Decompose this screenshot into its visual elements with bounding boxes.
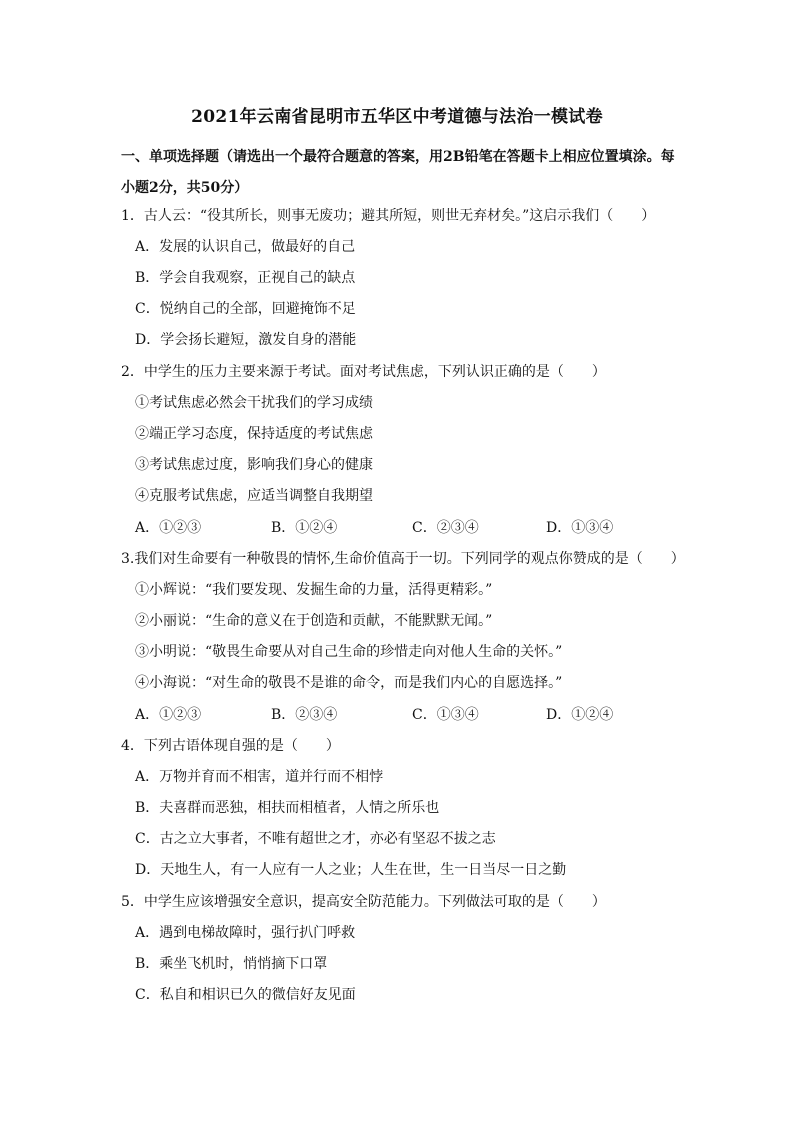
question-1-stem: 1．古人云：“役其所长，则事无废功；避其所短，则世无弃材矣。”这启示我们（ ） (121, 208, 656, 224)
question-1-option-c: C．悦纳自己的全部，回避掩饰不足 (135, 301, 356, 317)
question-2-statement-1: ①考试焦虑必然会干扰我们的学习成绩 (135, 395, 373, 411)
question-4-option-d: D．天地生人，有一人应有一人之业；人生在世，生一日当尽一日之勤 (135, 862, 567, 878)
question-4-stem: 4．下列古语体现自强的是（ ） (121, 738, 340, 754)
question-3-choice-b: B．②③④ (271, 707, 338, 723)
question-1-option-b: B．学会自我观察，正视自己的缺点 (135, 270, 356, 286)
question-3-stem: 3.我们对生命要有一种敬畏的情怀,生命价值高于一切。下列同学的观点你赞成的是（ ） (121, 551, 685, 567)
question-4-option-a: A．万物并育而不相害，道并行而不相悖 (135, 769, 384, 785)
question-1-option-a: A．发展的认识自己，做最好的自己 (135, 239, 356, 255)
question-1-option-d: D．学会扬长避短，激发自身的潜能 (135, 332, 357, 348)
question-4-option-b: B．夫喜群而恶独，相扶而相植者，人情之所乐也 (135, 800, 440, 816)
question-2-statement-3: ③考试焦虑过度，影响我们身心的健康 (135, 457, 373, 473)
question-2-choice-c: C．②③④ (412, 520, 479, 536)
question-3-choice-c: C．①③④ (412, 707, 479, 723)
question-3-statement-2: ②小丽说：“生命的意义在于创造和贡献，不能默默无闻。” (135, 613, 493, 629)
question-2-choice-d: D．①③④ (546, 520, 614, 536)
question-3-statement-3: ③小明说：“敬畏生命要从对自己生命的珍惜走向对他人生命的关怀。” (135, 644, 563, 660)
exam-title: 2021年云南省昆明市五华区中考道德与法治一模试卷 (191, 107, 603, 127)
question-2-statement-2: ②端正学习态度，保持适度的考试焦虑 (135, 426, 373, 442)
question-3-statement-1: ①小辉说：“我们要发现、发掘生命的力量，活得更精彩。” (135, 582, 493, 598)
section-heading (121, 142, 681, 204)
section-heading-line-2: 小题2分，共50分） (121, 180, 249, 196)
question-2-choice-b: B．①②④ (271, 520, 338, 536)
section-heading-line-1: 一、单项选择题（请选出一个最符合题意的答案，用2B铅笔在答题卡上相应位置填涂。每 (121, 149, 675, 165)
question-4-option-c: C．古之立大事者，不唯有超世之才，亦必有坚忍不拔之志 (135, 831, 496, 847)
question-5-option-c: C．私自和相识已久的微信好友见面 (135, 987, 356, 1003)
question-2-statement-4: ④克服考试焦虑，应适当调整自我期望 (135, 488, 373, 504)
question-2-choice-a: A．①②③ (135, 520, 202, 536)
question-3-statement-4: ④小海说：“对生命的敬畏不是谁的命令，而是我们内心的自愿选择。” (135, 675, 563, 691)
question-5-option-b: B．乘坐飞机时，悄悄摘下口罩 (135, 956, 328, 972)
question-3-choice-a: A．①②③ (135, 707, 202, 723)
question-2-stem: 2．中学生的压力主要来源于考试。面对考试焦虑，下列认识正确的是（ ） (121, 364, 606, 380)
question-5-option-a: A．遇到电梯故障时，强行扒门呼救 (135, 925, 356, 941)
question-3-choice-d: D．①②④ (546, 707, 614, 723)
question-5-stem: 5．中学生应该增强安全意识，提高安全防范能力。下列做法可取的是（ ） (121, 894, 606, 910)
